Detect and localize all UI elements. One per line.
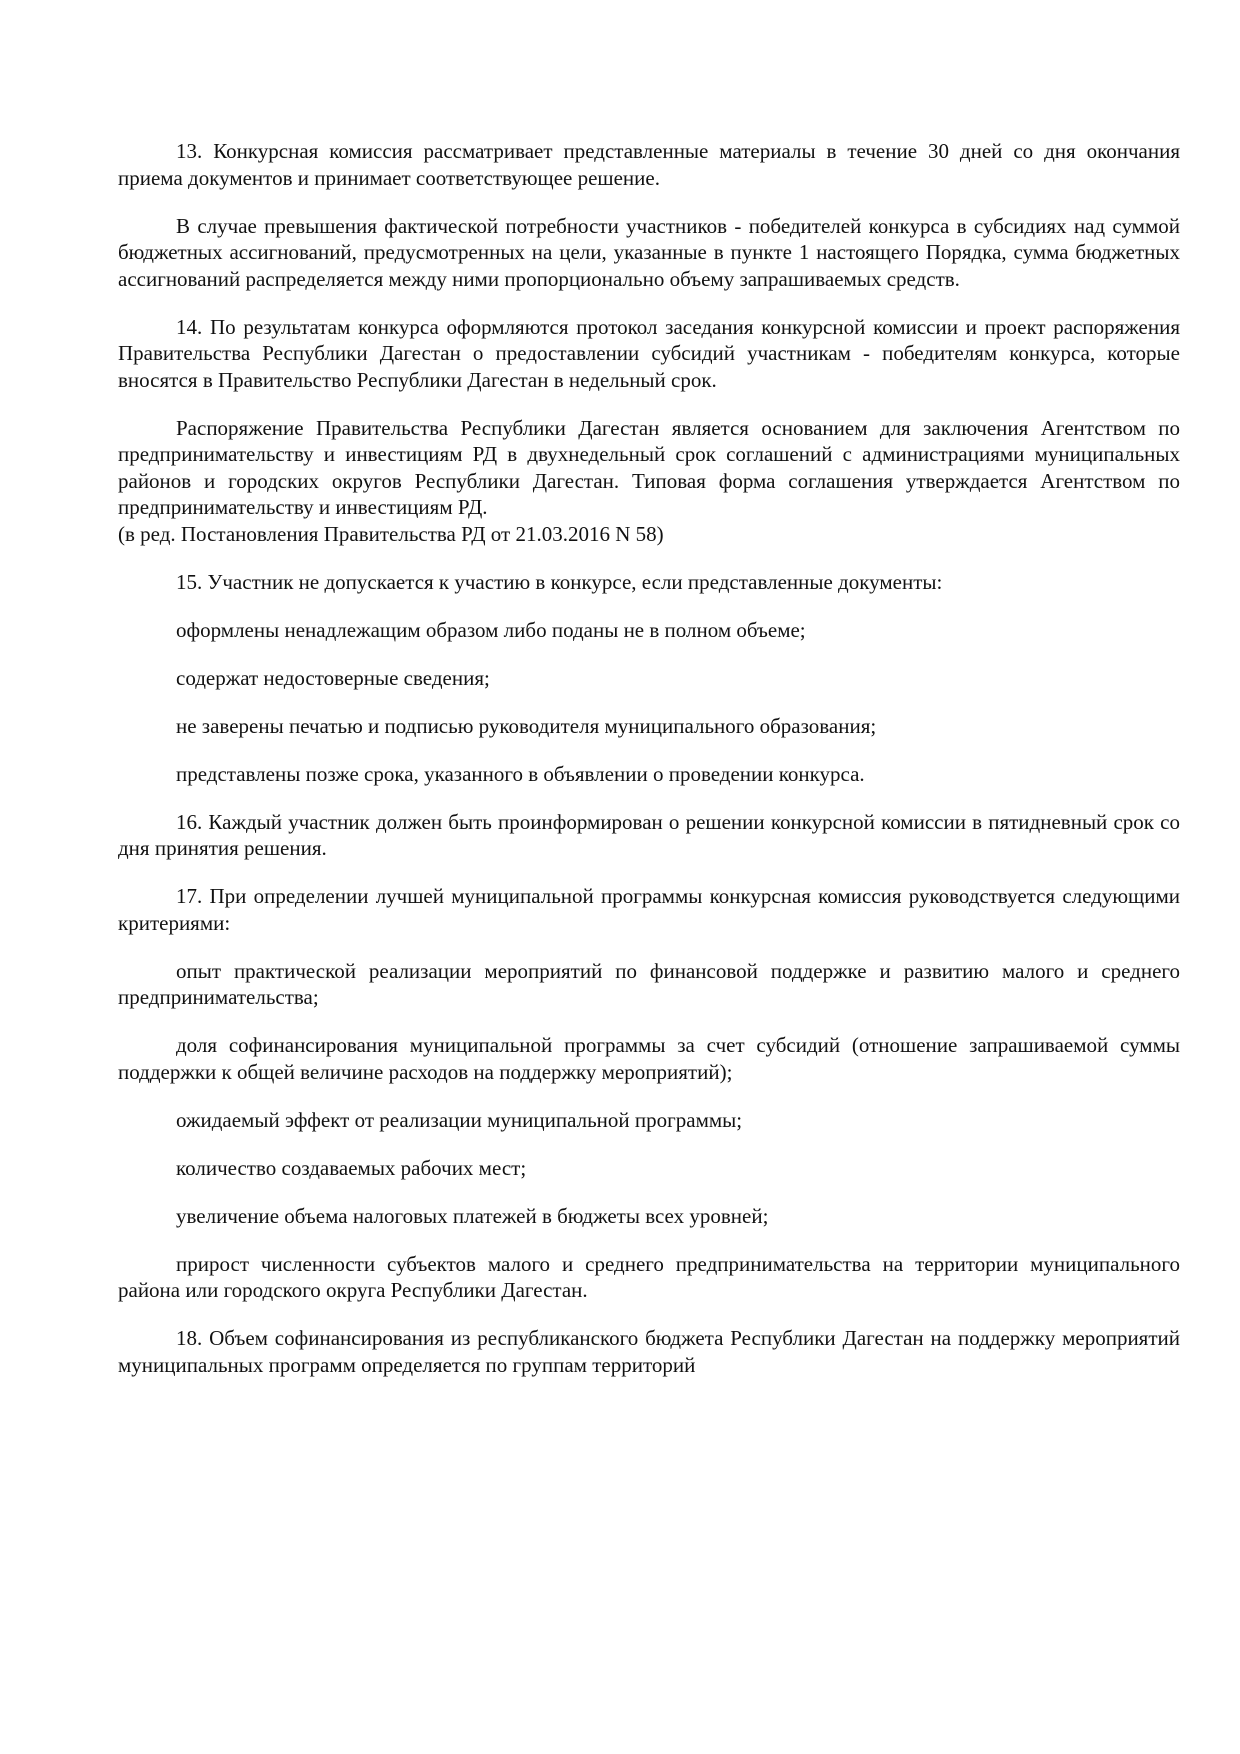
paragraph-17-criterion-e: увеличение объема налоговых платежей в бюджеты всех уровней; [176, 1203, 769, 1228]
paragraph-14: 14. По результатам конкурса оформляются протокол заседания конкурсной комиссии и проект распоряжения Правительства Республики Дагестан о предоставлении субсидий участникам - победителям конкурса, которые вносятся в Правительство Республики Дагестан в недельный срок. [118, 314, 1180, 392]
paragraph-17: 17. При определении лучшей муниципальной программы конкурсная комиссия руководствуется следующими критериями: [118, 884, 1180, 935]
paragraph-13-excess-demand: В случае превышения фактической потребности участников - победителей конкурса в субсидиях над суммой бюджетных ассигнований, предусмотренных на цели, указанные в пункте 1 настоящего Порядка, сумма бюджетных ассигнований распределяется между ними пропорционально объему запрашиваемых средств. [118, 213, 1180, 291]
paragraph-14-order: Распоряжение Правительства Республики Дагестан является основанием для заключения Агентством по предпринимательству и инвестициям РД в двухнедельный срок соглашений с администрациями муниципальных районов и городских округов Республики Дагестан. Типовая форма соглашения утверждается Агентством по предпринимательству и инвестициям РД. [118, 415, 1180, 519]
paragraph-15-item-a: оформлены ненадлежащим образом либо поданы не в полном объеме; [176, 617, 806, 642]
paragraph-15-item-d: представлены позже срока, указанного в объявлении о проведении конкурса. [176, 761, 865, 786]
paragraph-17-criterion-b: доля софинансирования муниципальной программы за счет субсидий (отношение запрашиваемой суммы поддержки к общей величине расходов на поддержку мероприятий); [118, 1033, 1180, 1084]
document-page [118, 138, 1180, 1400]
paragraph-15-item-c: не заверены печатью и подписью руководителя муниципального образования; [176, 713, 877, 738]
paragraph-15: 15. Участник не допускается к участию в конкурсе, если представленные документы: [176, 569, 943, 594]
amendment-note: (в ред. Постановления Правительства РД от 21.03.2016 N 58) [118, 521, 664, 546]
paragraph-17-criterion-f: прирост численности субъектов малого и среднего предпринимательства на территории муниципального района или городского округа Республики Дагестан. [118, 1251, 1180, 1302]
paragraph-17-criterion-c: ожидаемый эффект от реализации муниципальной программы; [176, 1107, 743, 1132]
paragraph-17-criterion-d: количество создаваемых рабочих мест; [176, 1155, 527, 1180]
paragraph-16: 16. Каждый участник должен быть проинформирован о решении конкурсной комиссии в пятидневный срок со дня принятия решения. [118, 809, 1180, 860]
paragraph-13: 13. Конкурсная комиссия рассматривает представленные материалы в течение 30 дней со дня окончания приема документов и принимает соответствующее решение. [118, 139, 1180, 190]
paragraph-17-criterion-a: опыт практической реализации мероприятий по финансовой поддержке и развитию малого и среднего предпринимательства; [118, 958, 1180, 1009]
paragraph-18: 18. Объем софинансирования из республиканского бюджета Республики Дагестан на поддержку мероприятий муниципальных программ определяется по группам территорий [118, 1326, 1180, 1377]
paragraph-15-item-b: содержат недостоверные сведения; [176, 665, 490, 690]
